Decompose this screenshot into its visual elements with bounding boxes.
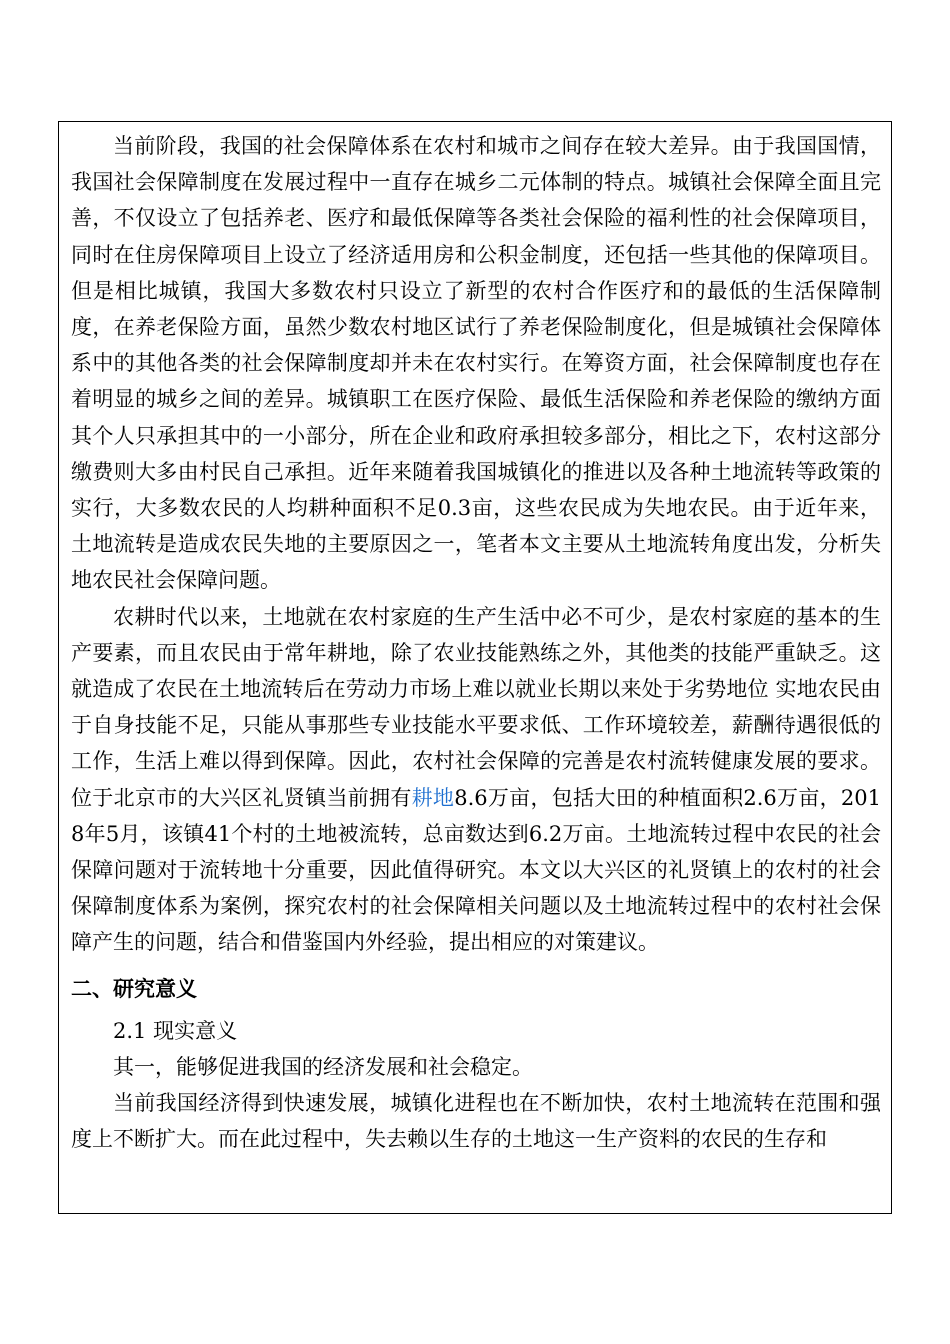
paragraph-economic-development: 当前我国经济得到快速发展，城镇化进程也在不断加快，农村土地流转在范围和强度上不断扩大。而在此过程中，失去赖以生存的土地这一生产资料的农民的生存和 bbox=[71, 1091, 881, 1152]
subsection-heading: 2.1 现实意义 bbox=[113, 1018, 238, 1043]
farmland-link[interactable]: 耕地 bbox=[411, 785, 455, 810]
paragraph-text-before-link: 农耕时代以来，土地就在农村家庭的生产生活中必不可少，是农村家庭的基本的生产要素，而且农民由于常年耕地，除了农业技能熟练之外，其他类的技能严重缺乏。这就造成了农民在土地流转后在劳动力市场上难以就业长期以来处于劣势地位 实地农民由于自身技能不足，只能从事那些专业技能水平要求低、工作环境较差，薪酬待遇很低的工作，生活上难以得到保障。因此，农村社会保障的完善是农村流转健康发展的要求。位于北京市的大兴区礼贤镇当前拥有 bbox=[71, 604, 881, 810]
paragraph-background: 当前阶段，我国的社会保障体系在农村和城市之间存在较大差异。由于我国国情，我国社会保障制度在发展过程中一直存在城乡二元体制的特点。城镇社会保障全面且完善，不仅设立了包括养老、医疗和最低保障等各类社会保险的福利性的社会保障项目，同时在住房保障项目上设立了经济适用房和公积金制度，还包括一些其他的保障项目。但是相比城镇，我国大多数农村只设立了新型的农村合作医疗和的最低的生活保障制度，在养老保险方面，虽然少数农村地区试行了养老保险制度化，但是城镇社会保障体系中的其他各类的社会保障制度却并未在农村实行。在筹资方面，社会保障制度也存在着明显的城乡之间的差异。城镇职工在医疗保险、最低生活保险和养老保险的缴纳方面其个人只承担其中的一小部分，所在企业和政府承担较多部分，相比之下，农村这部分缴费则大多由村民自己承担。近年来随着我国城镇化的推进以及各种土地流转等政策的实行，大多数农民的人均耕种面积不足0.3亩，这些农民成为失地农民。由于近年来，土地流转是造成农民失地的主要原因之一，笔者本文主要从土地流转角度出发，分析失地农民社会保障问题。 bbox=[71, 134, 881, 593]
document-body bbox=[59, 122, 891, 1157]
paragraph-point-one: 其一，能够促进我国的经济发展和社会稳定。 bbox=[113, 1054, 533, 1079]
paragraph-land-farming bbox=[71, 599, 881, 961]
document-frame bbox=[58, 121, 892, 1214]
section-heading: 二、研究意义 bbox=[71, 976, 197, 1001]
paragraph-text-after-link: 8.6万亩，包括大田的种植面积2.6万亩，2018年5月，该镇41个村的土地被流转，总亩数达到6.2万亩。土地流转过程中农民的社会保障问题对于流转地十分重要，因此值得研究。本文以大兴区的礼贤镇上的农村的社会保障制度体系为案例，探究农村的社会保障相关问题以及土地流转过程中的农村社会保障产生的问题，结合和借鉴国内外经验，提出相应的对策建议。 bbox=[71, 785, 881, 955]
